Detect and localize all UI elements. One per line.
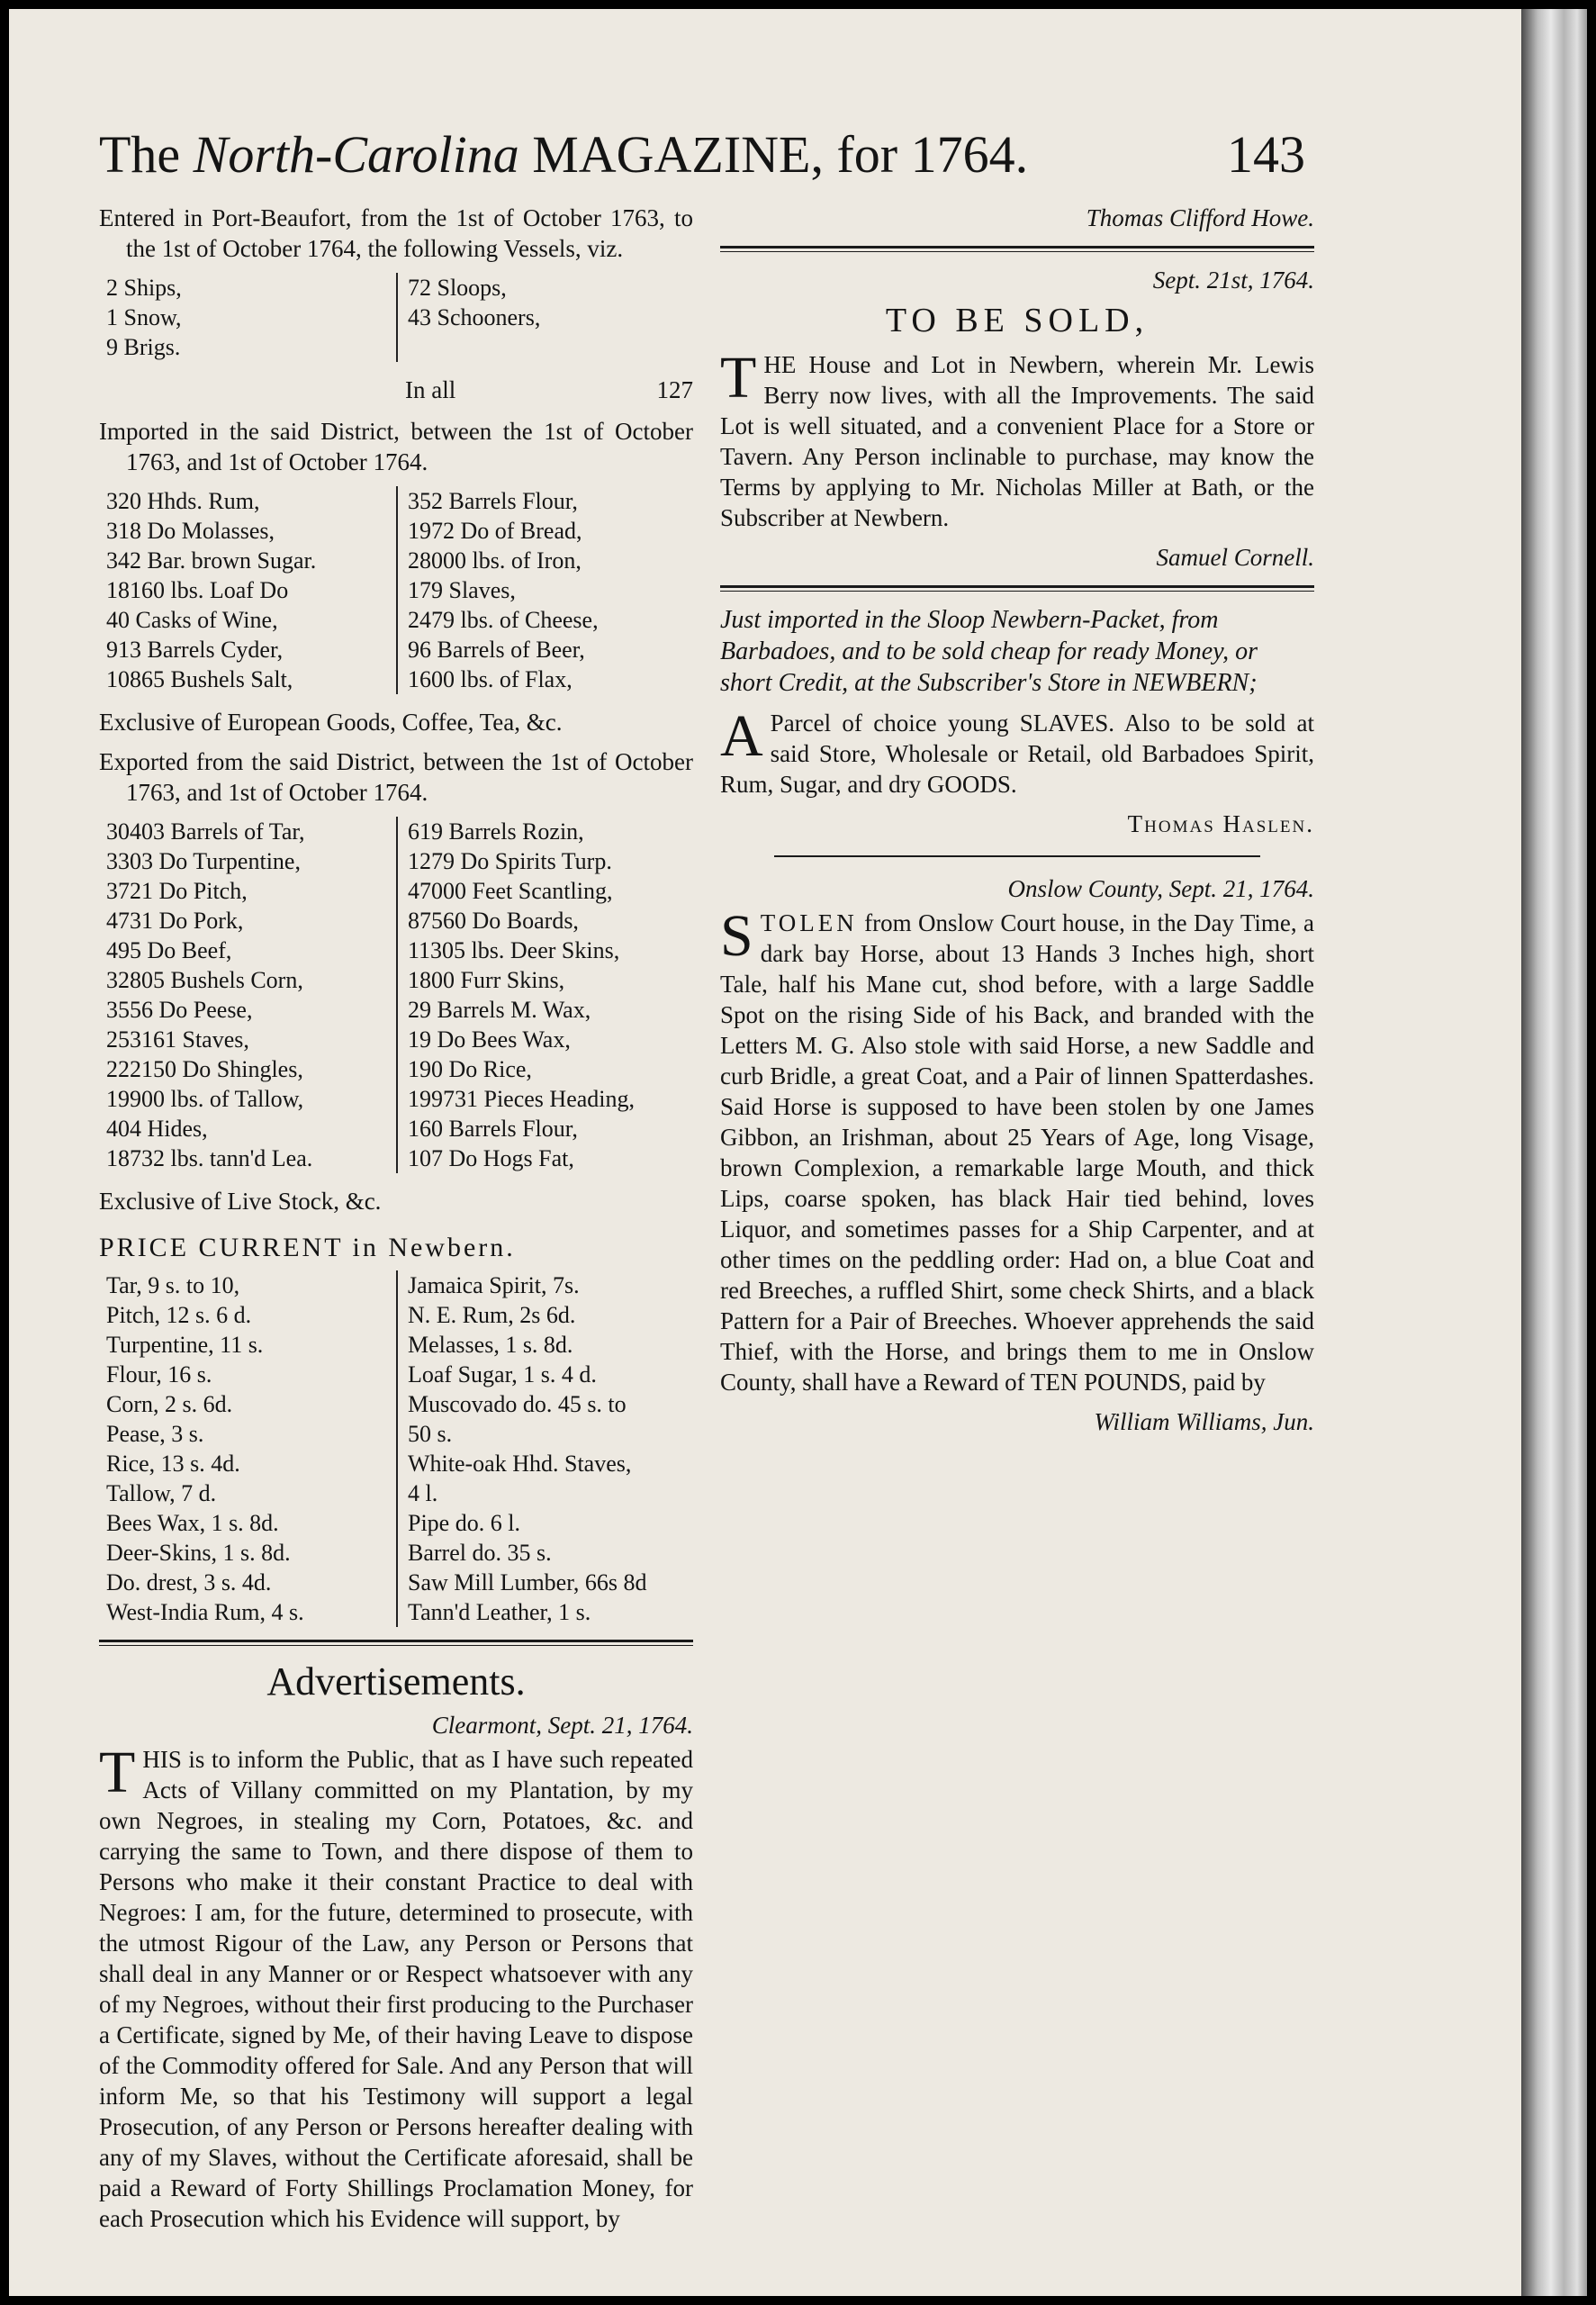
ad1-body <box>99 1740 693 2234</box>
price-item: 4 l. <box>408 1480 438 1506</box>
exported-item: 47000 Feet Scantling, <box>408 878 613 904</box>
price-item: Corn, 2 s. 6d. <box>106 1391 233 1417</box>
imported-item: 18160 lbs. Loaf Do <box>106 577 289 603</box>
price-item: Pease, 3 s. <box>106 1421 204 1447</box>
magazine-page <box>9 9 1521 2296</box>
imported-item: 28000 lbs. of Iron, <box>408 547 582 574</box>
exported-item: 1279 Do Spirits Turp. <box>408 848 612 874</box>
exported-note: Exclusive of Live Stock, &c. <box>99 1188 382 1215</box>
price-item: Pipe do. 6 l. <box>408 1510 520 1536</box>
exported-item: 19 Do Bees Wax, <box>408 1026 571 1053</box>
exported-item: 253161 Staves, <box>106 1026 249 1053</box>
exported-item: 1800 Furr Skins, <box>408 967 565 993</box>
page-edge <box>1521 9 1587 2296</box>
page-number: 143 <box>1227 125 1305 184</box>
vessels-total <box>99 375 693 405</box>
ad1-text: HIS is to inform the Public, that as I have such repeated Acts of Villany committed on my Plantation, by my own Negroes, in stealing my Corn, Potatoes, &c. and carrying the same to Town, and there dispose of them to Persons who make it their constant Practice to deal with Negroes: I am, for the future, determined to prosecute, with the utmost Rigour of the Law, any Person or Persons that shall deal in any Manner or or Respect whatsoever with any of my Negroes, without their first producing to the Purchaser a Certificate, signed by Me, of their having Leave to dispose of the Commodity offered for Sale. And any Person that will inform Me, so that his Testimony will support a legal Prosecution, of any Person or Persons hereafter dealing with any of my Slaves, without the Certificate aforesaid, shall be paid a Reward of Forty Shillings Proclamation Money, for each Prosecution which his Evidence will support, by <box>99 1746 693 2232</box>
vessel-cell <box>401 332 693 362</box>
total-label: In all <box>405 376 456 403</box>
exported-item: 3721 Do Pitch, <box>106 878 248 904</box>
ad3-signature: Thomas Haslen. <box>1127 810 1314 837</box>
exported-item: 107 Do Hogs Fat, <box>408 1145 574 1171</box>
imported-table <box>99 486 693 694</box>
price-item: West-India Rum, 4 s. <box>106 1599 304 1625</box>
price-item: Jamaica Spirit, 7s. <box>408 1272 580 1298</box>
exported-item: 3556 Do Peese, <box>106 997 253 1023</box>
price-item: Turpentine, 11 s. <box>106 1332 264 1358</box>
imported-item: 320 Hhds. Rum, <box>106 488 260 514</box>
ad2-heading: TO BE SOLD, <box>885 302 1150 339</box>
imported-note: Exclusive of European Goods, Coffee, Tea, &c. <box>99 709 563 736</box>
imported-item: 10865 Bushels Salt, <box>106 666 293 692</box>
left-column <box>99 203 693 2243</box>
ad3-text: Parcel of choice young SLAVES. Also to be sold at said Store, Wholesale or Retail, old Barbadoes Spirit, Rum, Sugar, and dry GOODS. <box>720 710 1314 798</box>
ad4-lead: TOLEN <box>760 909 858 936</box>
exported-item: 495 Do Beef, <box>106 937 232 963</box>
exported-item: 222150 Do Shingles, <box>106 1056 303 1082</box>
price-item: Tallow, 7 d. <box>106 1480 217 1506</box>
ad4-body <box>720 903 1315 1397</box>
advertisements-heading: Advertisements. <box>266 1659 526 1704</box>
price-item: Saw Mill Lumber, 66s 8d <box>408 1569 647 1595</box>
ad2-body <box>720 345 1314 533</box>
imported-item: 96 Barrels of Beer, <box>408 637 585 663</box>
price-item: N. E. Rum, 2s 6d. <box>408 1302 576 1328</box>
price-item: Melasses, 1 s. 8d. <box>408 1332 573 1358</box>
exported-item: 32805 Bushels Corn, <box>106 967 303 993</box>
ad2-signature: Samuel Cornell. <box>1156 544 1314 571</box>
price-item: Barrel do. 35 s. <box>408 1540 552 1566</box>
ad1-signature: Thomas Clifford Howe. <box>1086 204 1314 231</box>
running-head <box>99 124 1305 196</box>
imported-item: 1600 lbs. of Flax, <box>408 666 573 692</box>
ad1-dropcap: T <box>99 1740 136 1805</box>
right-column <box>720 203 1314 1442</box>
exported-item: 160 Barrels Flour, <box>408 1116 578 1142</box>
ad4-text: from Onslow Court house, in the Day Time, a dark bay Horse, about 13 Hands 3 Inches high, short Tale, half his Mane cut, shod before, with a large Saddle Spot on the rising Side of his Back, and branded with the Letters M. G. Also stole with said Horse, a new Saddle and curb Bridle, a great Coat, and a Pair of linnen Spatterdashes. Said Horse is supposed to have been stolen by one James Gibbon, an Irishman, about 25 Years of Age, long Visage, brown Complexion, a remarkable large Mouth, and thick Lips, coarse spoken, has black Hair tied behind, loves Liquor, and sometimes passes for a Ship Carpenter, and at other times on the peddling order: Had on, a blue Coat and red Breeches, a ruffled Shirt, some check Shirts, and a black Pattern for a Pair of Breeches. Whoever apprehends the said Thief, with the Horse, and brings them to me in Onslow County, shall have a Reward of TEN POUNDS, paid by <box>720 909 1315 1396</box>
price-item: Bees Wax, 1 s. 8d. <box>106 1510 279 1536</box>
imported-item: 352 Barrels Flour, <box>408 488 578 514</box>
price-item: Flour, 16 s. <box>106 1361 212 1388</box>
exported-item: 19900 lbs. of Tallow, <box>106 1086 304 1112</box>
imported-item: 913 Barrels Cyder, <box>106 637 284 663</box>
ad3-intro: Just imported in the Sloop Newbern-Packet, from Barbadoes, and to be sold cheap for ready Money, or short Credit, at the Subscriber's Store in NEWBERN; <box>720 606 1258 697</box>
price-item: Loaf Sugar, 1 s. 4 d. <box>408 1361 597 1388</box>
price-current-table <box>99 1270 693 1627</box>
exported-item: 30403 Barrels of Tar, <box>106 818 305 845</box>
exported-item: 29 Barrels M. Wax, <box>408 997 591 1023</box>
imported-item: 318 Do Molasses, <box>106 518 275 544</box>
ad4-dateline: Onslow County, Sept. 21, 1764. <box>1007 875 1314 902</box>
exported-item: 619 Barrels Rozin, <box>408 818 584 845</box>
price-item: Muscovado do. 45 s. to <box>408 1391 627 1417</box>
ad1-dateline: Clearmont, Sept. 21, 1764. <box>431 1712 693 1739</box>
price-item: Deer-Skins, 1 s. 8d. <box>106 1540 291 1566</box>
exported-table <box>99 817 693 1173</box>
total-value: 127 <box>656 376 693 403</box>
exported-intro: Exported from the said District, between the 1st of October 1763, and 1st of October 1764. <box>99 748 693 806</box>
price-item: Do. drest, 3 s. 4d. <box>106 1569 272 1595</box>
price-item: Rice, 13 s. 4d. <box>106 1451 240 1477</box>
vessel-cell: 2 Ships, <box>106 275 182 301</box>
imported-item: 179 Slaves, <box>408 577 516 603</box>
ad-divider <box>720 246 1314 252</box>
price-item: Tann'd Leather, 1 s. <box>408 1599 591 1625</box>
exported-item: 11305 lbs. Deer Skins, <box>408 937 620 963</box>
ad-divider <box>774 855 1260 857</box>
exported-item: 3303 Do Turpentine, <box>106 848 301 874</box>
exported-item: 199731 Pieces Heading, <box>408 1086 636 1112</box>
price-item: Pitch, 12 s. 6 d. <box>106 1302 252 1328</box>
imported-item: 40 Casks of Wine, <box>106 607 278 633</box>
ad2-text: HE House and Lot in Newbern, wherein Mr. Lewis Berry now lives, with all the Improvements. The said Lot is well situated, and a convenient Place for a Store or Tavern. Any Person inclinable to purchase, may know the Terms by applying to Mr. Nicholas Miller at Bath, or the Subscriber at Newbern. <box>720 351 1314 531</box>
ad4-signature: William Williams, Jun. <box>1094 1408 1314 1435</box>
ad3-dropcap: A <box>720 703 763 769</box>
ad2-dateline: Sept. 21st, 1764. <box>1152 267 1314 294</box>
exported-item: 87560 Do Boards, <box>408 908 579 934</box>
vessel-cell: 43 Schooners, <box>408 304 541 330</box>
imported-intro: Imported in the said District, between the 1st of October 1763, and 1st of October 1764. <box>99 418 693 475</box>
price-current-heading: PRICE CURRENT in Newbern. <box>99 1233 516 1262</box>
price-item: 50 s. <box>408 1421 453 1447</box>
ad-divider <box>720 585 1314 592</box>
price-item: Tar, 9 s. to 10, <box>106 1272 240 1298</box>
imported-item: 342 Bar. brown Sugar. <box>106 547 317 574</box>
imported-item: 2479 lbs. of Cheese, <box>408 607 599 633</box>
exported-item: 190 Do Rice, <box>408 1056 532 1082</box>
vessel-cell: 1 Snow, <box>106 304 182 330</box>
ad4-dropcap: S <box>720 903 753 969</box>
vessel-cell: 72 Sloops, <box>408 275 507 301</box>
entered-intro: Entered in Port-Beaufort, from the 1st of October 1763, to the 1st of October 1764, the following Vessels, viz. <box>99 204 693 262</box>
ad2-dropcap: T <box>720 345 757 411</box>
page-title: The North-Carolina MAGAZINE, for 1764. <box>99 125 1029 184</box>
exported-item: 18732 lbs. tann'd Lea. <box>106 1145 313 1171</box>
vessels-table <box>99 273 693 362</box>
ad3-body <box>720 703 1314 800</box>
vessel-cell: 9 Brigs. <box>106 334 181 360</box>
section-divider <box>99 1640 693 1646</box>
exported-item: 404 Hides, <box>106 1116 208 1142</box>
price-item: White-oak Hhd. Staves, <box>408 1451 632 1477</box>
exported-item: 4731 Do Pork, <box>106 908 244 934</box>
imported-item: 1972 Do of Bread, <box>408 518 582 544</box>
